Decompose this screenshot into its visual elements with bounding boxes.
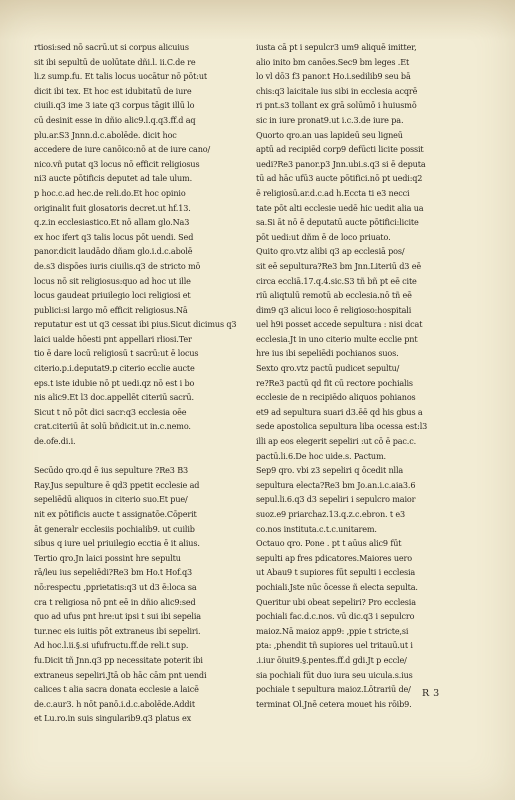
- text-line: sit eē sepultura?Re3 bm Jnn.Literiū d3 eē: [256, 260, 422, 271]
- text-line: nis alic9.Et l3 doc.appellēt citeriū sacrū.: [34, 392, 194, 403]
- text-line: locus nō sit religiosus:quo ad hoc ut ille: [34, 275, 191, 286]
- text-line: hre ius ibi sepeliēdi pochianos suos.: [256, 348, 399, 359]
- text-line: pochiale t sepultura maioz.Lōtrariū de/: [256, 684, 411, 695]
- text-line: sia pochiali fūt duo iura seu uicula.s.ius: [256, 669, 413, 680]
- text-line: suoz.e9 priarchaz.13.q.z.c.ebron. t e3: [256, 509, 406, 519]
- text-line: fu.Dicit tñ Jnn.q3 pp necessitate poterit ibi: [34, 654, 203, 665]
- text-line: sepeliēdū aliquos in citerio suo.Et pue/: [34, 494, 188, 505]
- text-line: de.c.aur3. h nōt panō.i.d.c.abolēde.Addit: [34, 698, 195, 709]
- text-line: Sep9 qro. vbi z3 sepeliri q ōcedit nlla: [256, 465, 404, 476]
- text-line: crat.citeriū āt solū bñdicit.ut in.c.nemo.: [34, 421, 191, 432]
- text-line: sibus q iure uel priuilegio ecctia ē it alius.: [34, 538, 200, 549]
- text-line: uedi?Re3 panor.p3 Jnn.ubi.s.q3 si ē deputa: [256, 158, 426, 169]
- text-line: extraneus sepeliri.Jtā ob hāc cām pnt uendi: [34, 669, 207, 680]
- text-line: uel h9i posset accede sepultura : nisi dcat: [256, 319, 423, 330]
- text-line: locus gaudeat priuilegio loci religiosi et: [34, 290, 191, 301]
- text-line: pta: ,phendit tñ supiores uel tritauū.ut i: [256, 640, 413, 651]
- text-line: pōt uedi:ut dñm ē de loco priuato.: [256, 231, 391, 242]
- text-line: accedere de iure canōico:nō at de iure cano/: [34, 144, 211, 155]
- text-line: p hoc.c.ad hec.de reli.do.Et hoc opinio: [34, 187, 186, 198]
- text-line: sic in iure pronat9.ut i.c.3.de iure pa.: [256, 114, 404, 125]
- text-line: rā/leu ius sepeliēdi?Re3 bm Ho.t Hof.q3: [34, 567, 193, 578]
- text-line: tū ad hāc ufū3 aucte pōtifici.nō pt uedi:q2: [256, 173, 423, 184]
- text-line: sede apostolica sepultura liba ocessa est:l3: [256, 421, 428, 432]
- text-line: de.ofe.di.i.: [34, 436, 76, 447]
- text-line: Ray.Jus sepulture ē qd3 ppetit ecclesie ad: [34, 479, 200, 490]
- text-line: quo ad ufus pnt hre:ut ipsi t sui ibi sepelia: [34, 611, 201, 622]
- text-line: circa eccliā.17.q.4.sic.S3 tñ bñ pt eē cite: [256, 275, 417, 286]
- text-line: aptū ad recipiēd corp9 defūcti licite possit: [256, 144, 424, 155]
- text-line: nō:respectu ,pprietatis:q3 ut d3 ē:loca sa: [34, 581, 197, 592]
- folio-signature: R 3: [422, 688, 440, 699]
- text-line: laici ualde hōesti pnt appellari rliosi.Ter: [34, 333, 192, 344]
- text-line: sit ibi sepultū de uolūtate dñi.l. ii.C.de re: [34, 56, 196, 67]
- text-line: Queritur ubi obeat sepeliri? Pro ecclesia: [256, 596, 416, 607]
- text-line: illi ap eos elegerit sepeliri :ut cō ē pac.c.: [256, 436, 417, 447]
- text-line: .i.iur ōiuit9.§.pentes.ff.d gdi.Jt p eccle/: [256, 654, 407, 665]
- text-line: dim9 q3 alicui loco ē religioso:hospitali: [256, 304, 412, 315]
- text-line: ex hoc ifert q3 talis locus pōt uendi. Sed: [34, 231, 194, 242]
- text-line: co.nos instituta.c.t.c.unitarem.: [256, 523, 377, 534]
- text-line: iusta cā pt i sepulcr3 um9 aliquē imitter,: [256, 42, 417, 52]
- text-line: Ad hoc.l.ii.§.si ufufructu.ff.de reli.t sup.: [34, 640, 189, 651]
- text-line: ciuili.q3 ime 3 iate q3 corpus tāgit illū lo: [34, 100, 195, 111]
- text-line: publici:si largo mō efficit religiosus.Nā: [34, 304, 188, 315]
- text-line: nit ex pōtificis aucte t assignatōe.Cōperit: [34, 509, 197, 519]
- text-line: originalit fuit glosatoris decret.ut hf.13.: [34, 202, 191, 213]
- text-line: citerio.p.i.deputat9.p citerio ecclie aucte: [34, 363, 195, 374]
- right-text-column: [256, 40, 466, 711]
- text-line: cū desinit esse in dñio alic9.l.q.q3.ff.d aq: [34, 114, 196, 125]
- text-line: ri pnt.s3 tollant ex grā solūmō i huiusmō: [256, 100, 417, 111]
- text-line: dicit ibi tex. Et hoc est idubitatū de iure: [34, 85, 192, 96]
- text-line: sa.Si āt nō ē deputatū aucte pōtifici:licite: [256, 217, 419, 228]
- text-line: ni3 aucte pōtificis deputet ad tale ulum.: [34, 173, 192, 184]
- text-line: Tertio qro.Jn laici possint hre sepultu: [34, 552, 181, 563]
- text-line: panor.dicit laudādo dñam glo.i.d.c.abolē: [34, 246, 193, 257]
- text-line: tur.nec eis iuitis pōt extraneus ibi sepeliri.: [34, 625, 201, 636]
- text-line: Quito qro.vtz alibi q3 ap ecclesiā pos/: [256, 246, 405, 257]
- text-line: terminat Ol.Jnē cetera mouet his rōib9.: [256, 698, 412, 709]
- text-line: et Lu.ro.in suis singularib9.q3 platus ex: [34, 713, 192, 724]
- text-line: rtiosi:sed nō sacrū.ut si corpus alicuius: [34, 42, 189, 52]
- text-line: de.s3 dispōes iuris ciuilis.q3 de stricto mō: [34, 260, 201, 271]
- text-line: et9 ad sepultura suari d3.ēē qd his gbus a: [256, 406, 423, 417]
- text-line: pochiali.Jste nūc ōcesse ñ electa sepulta.: [256, 581, 418, 592]
- text-line: Sexto qro.vtz pactū pudicet sepultu/: [256, 363, 400, 374]
- text-line: āt generalr ecclesiis pochialib9. ut cuilib: [34, 523, 195, 534]
- text-line: tate pōt alti ecclesie uedē hic uedit alia ua: [256, 202, 424, 213]
- text-line: riū aliqtulū remotū ab ecclesia.nō tñ eē: [256, 290, 412, 301]
- text-line: li.z sump.fu. Et talis locus uocātur nō pōt:ut: [34, 71, 207, 82]
- left-text-column: [34, 40, 246, 726]
- text-line: ut Abau9 t supiores fūt sepulti i ecclesia: [256, 567, 416, 578]
- text-line: nico.vñ putat q3 locus nō efficit religiosus: [34, 158, 200, 169]
- text-line: eps.t iste idubie nō pt uedi.qz nō est i bo: [34, 377, 195, 388]
- text-line: ecclesia.Jt in uno citerio multe ecclie pnt: [256, 333, 418, 344]
- text-line: alio inito bm canōes.Sec9 bm leges .Et: [256, 56, 410, 67]
- text-line: pactū.li.6.De hoc uide.s. Pactum.: [256, 450, 386, 461]
- text-line: reputatur est ut q3 cessat ibi pius.Sicut dicimus q3: [34, 319, 237, 330]
- text-line: tio ē dare locū religiosū t sacrū:ut ē locus: [34, 348, 199, 359]
- text-line: Secūdo qro.qd ē ius sepulture ?Re3 B3: [34, 465, 189, 476]
- text-line: cra t religiosa nō pnt eē in dñio alic9:sed: [34, 596, 196, 607]
- text-line: maioz.Nā maioz app9: ,ppie t stricte,si: [256, 625, 409, 636]
- text-line: pochiali fac.d.c.nos. vū dic.q3 i sepulcro: [256, 611, 415, 622]
- text-line: sepulti ap fres pdicatores.Maiores uero: [256, 552, 412, 563]
- text-line: plu.ar.S3 Jnnn.d.c.abolēde. dicit hoc: [34, 129, 177, 140]
- text-line: lo vl dō3 f3 panor.t Ho.i.sedilib9 seu bā: [256, 71, 411, 82]
- text-line: sepultura electa?Re3 bm Jo.an.i.c.aia3.6: [256, 479, 416, 490]
- text-line: ecclesie de n recipiēdo aliquos pohianos: [256, 392, 416, 403]
- text-line: ē religiosū.ar.d.c.ad h.Eccta ti e3 necci: [256, 187, 410, 198]
- text-line: Sicut t nō pōt dici sacr:q3 ecclesia oēe: [34, 406, 187, 417]
- text-line: re?Re3 pactū qd fit cū rectore pochialis: [256, 377, 413, 388]
- text-line: [34, 449, 246, 464]
- text-line: chis:q3 laicitale ius sibi in ecclesia acqrē: [256, 85, 418, 96]
- text-line: q.z.in ecclesiastico.Et nō allam glo.Na3: [34, 217, 190, 228]
- page-stain: [0, 0, 515, 40]
- text-line: calices t alia sacra donata ecclesie a laicē: [34, 684, 199, 695]
- text-line: Quorto qro.an uas lapideū seu ligneū: [256, 129, 403, 140]
- text-line: Octauo qro. Pone . pt t aūus alic9 fūt: [256, 538, 402, 549]
- text-line: sepul.li.6.q3 d3 sepeliri i sepulcro maior: [256, 494, 416, 505]
